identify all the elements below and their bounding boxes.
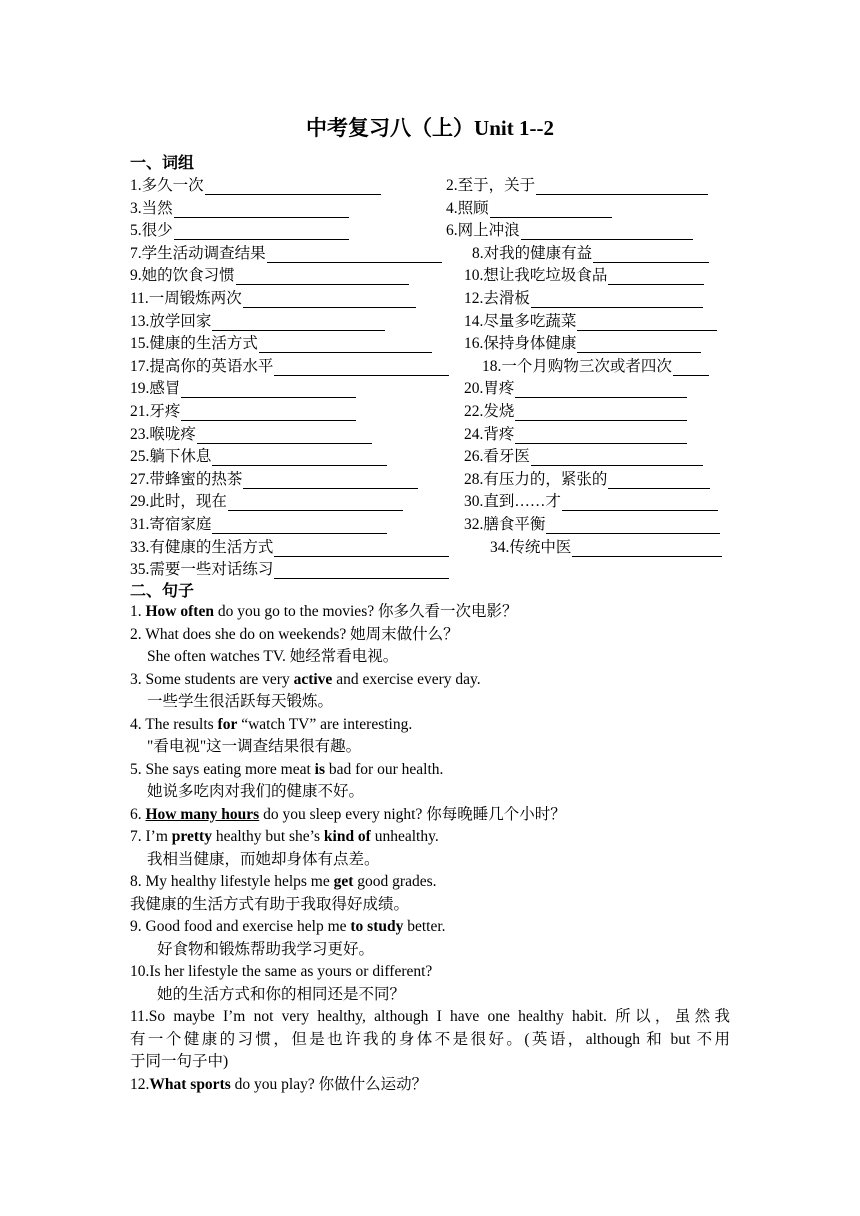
phrase-item [482,354,709,376]
phrase-item [130,331,432,353]
phrase-label: 27.带蜂蜜的热茶 [130,470,243,488]
answer-blank[interactable] [259,336,432,353]
sentence-5-translation: 她说多吃肉对我们的健康不好。 [147,783,365,800]
sentence-11-cont: 有一个健康的习惯，但是也许我的身体不是很好。(英语，although 和 but 不用 [130,1030,730,1048]
phrase-item [130,354,449,376]
keyword: What sports [149,1075,231,1093]
answer-blank[interactable] [531,291,703,308]
answer-blank[interactable] [577,336,701,353]
sentence-4-translation: "看电视"这一调查结果很有趣。 [147,738,362,755]
answer-blank[interactable] [274,540,449,557]
phrase-item [130,309,385,331]
keyword: kind of [323,828,371,845]
phrase-item [446,173,708,195]
phrase-item [130,535,449,557]
keyword: active [293,670,333,688]
answer-blank[interactable] [236,268,409,285]
phrase-label: 8.对我的健康有益 [472,244,593,262]
phrase-row [130,444,730,467]
keyword: How often [145,603,214,620]
answer-blank[interactable] [490,201,612,218]
phrase-label: 2.至于，关于 [446,177,536,194]
sentence-9: 9. Good food and exercise help me to study better. [130,918,446,935]
keyword: for [217,715,238,733]
phrase-item [130,399,356,421]
keyword: How many hours [145,805,260,823]
phrase-item [464,489,718,511]
phrase-item [464,286,703,308]
sentence-4: 4. The results for “watch TV” are interesting. [130,715,413,733]
answer-blank[interactable] [577,314,717,331]
phrase-row [130,512,730,535]
sentence-8: 8. My healthy lifestyle helps me get good grades. [130,873,437,890]
answer-blank[interactable] [562,494,718,511]
phrase-label: 3.当然 [130,199,173,217]
sentence-2: 2. What does she do on weekends? 她周末做什么？ [130,625,459,643]
answer-blank[interactable] [243,291,416,308]
phrase-label: 33.有健康的生活方式 [130,538,274,556]
phrase-item [464,263,704,285]
answer-blank[interactable] [608,268,704,285]
phrase-item [464,309,717,331]
sentence-11-end: 于同一句子中) [130,1053,229,1070]
phrase-label: 12.去滑板 [464,290,530,307]
answer-blank[interactable] [174,201,349,218]
phrase-label: 20.胃疼 [464,380,515,398]
phrase-item [130,173,381,195]
phrase-label: 23.喉咙疼 [130,425,196,443]
phrase-label: 14.尽量多吃蔬菜 [464,312,577,330]
phrase-item [464,399,687,421]
phrase-label: 18.一个月购物三次或者四次 [482,357,672,375]
keyword: is [314,760,326,778]
phrase-label: 16.保持身体健康 [464,335,577,353]
answer-blank[interactable] [174,223,349,240]
sentence-8-translation: 我健康的生活方式有助于我取得好成绩。 [130,895,410,913]
section-heading-sentences: 二、句子 [130,583,195,600]
phrase-label: 5.很少 [130,222,173,240]
answer-blank[interactable] [515,381,687,398]
sentence-12: 12.What sports do you play? 你做什么运动？ [130,1075,428,1093]
sentence-11: 11.So maybe I’m not very healthy, although I have one healthy habit. 所以，虽然我 [130,1008,730,1025]
phrase-row [130,489,730,512]
phrase-label: 30.直到……才 [464,493,561,511]
phrase-row [130,331,730,354]
sentence-10-translation: 她的生活方式和你的相同还是不同？ [157,985,406,1003]
phrase-item [464,422,687,444]
sentence-list [130,601,730,1096]
phrase-row [130,309,730,332]
sentence-5: 5. She says eating more meat is bad for our health. [130,760,444,778]
phrase-label: 11.一周锻炼两次 [130,290,242,307]
phrase-label: 24.背疼 [464,425,515,443]
phrase-row [130,399,730,422]
answer-blank[interactable] [572,540,722,557]
sentence-3: 3. Some students are very active and exercise every day. [130,670,481,688]
phrase-row [130,422,730,445]
section-heading-phrases: 一、词组 [130,155,195,172]
phrase-label: 32.膳食平衡 [464,516,546,533]
phrase-label: 31.寄宿家庭 [130,516,212,533]
phrase-label: 17.提高你的英语水平 [130,357,274,375]
phrase-item [130,241,442,263]
phrase-label: 28.有压力的，紧张的 [464,470,608,488]
phrase-item [464,331,701,353]
sentence-9-translation: 好食物和锻炼帮助我学习更好。 [157,940,375,958]
phrase-label: 15.健康的生活方式 [130,335,258,353]
sentence-10: 10.Is her lifestyle the same as yours or different? [130,963,433,980]
sentence-7: 7. I’m pretty healthy but she’s kind of unhealthy. [130,828,439,845]
phrase-item [464,444,703,466]
phrase-item [446,196,612,218]
sentence-2-answer: She often watches TV. 她经常看电视。 [147,648,399,665]
phrase-label: 9.她的饮食习惯 [130,267,235,285]
answer-blank[interactable] [536,178,708,195]
phrase-label: 7.学生活动调查结果 [130,244,266,262]
phrase-item [130,557,449,579]
phrase-item [130,376,356,398]
phrase-row [130,376,730,399]
answer-blank[interactable] [521,223,693,240]
phrase-label: 6.网上冲浪 [446,222,520,240]
phrase-row [130,263,730,286]
phrase-row [130,196,730,219]
keyword: get [333,873,354,890]
phrase-item [472,241,709,263]
answer-blank[interactable] [243,472,418,489]
answer-blank[interactable] [212,517,387,534]
phrase-label: 4.照顾 [446,199,489,217]
phrase-label: 25.躺下休息 [130,448,212,466]
phrase-row [130,535,730,558]
answer-blank[interactable] [274,562,449,579]
phrase-item [464,467,710,489]
answer-blank[interactable] [673,359,709,376]
phrase-item [130,218,349,240]
phrase-item [130,422,372,444]
answer-blank[interactable] [197,427,372,444]
phrase-label: 35.需要一些对话练习 [130,561,274,579]
phrase-item [130,444,387,466]
answer-blank[interactable] [228,494,403,511]
sentence-6: 6. How many hours do you sleep every night? 你每晚睡几个小时？ [130,805,566,823]
answer-blank[interactable] [608,472,710,489]
phrase-item [464,376,687,398]
answer-blank[interactable] [274,359,449,376]
phrase-label: 26.看牙医 [464,448,530,466]
keyword: to study [350,918,404,935]
phrase-label: 19.感冒 [130,380,181,398]
phrase-item [464,512,720,534]
answer-blank[interactable] [212,449,387,466]
answer-blank[interactable] [181,404,356,421]
phrase-label: 1.多久一次 [130,177,204,194]
answer-blank[interactable] [515,404,687,421]
keyword: pretty [171,828,212,845]
answer-blank[interactable] [546,517,720,534]
phrase-label: 13.放学回家 [130,312,212,330]
phrase-row [130,354,730,377]
phrase-label: 21.牙疼 [130,403,181,420]
answer-blank[interactable] [593,246,709,263]
sentence-1: 1. How often do you go to the movies? 你多久看一次电影？ [130,603,518,620]
answer-blank[interactable] [212,314,385,331]
answer-blank[interactable] [515,427,687,444]
phrase-item [130,467,418,489]
phrase-row [130,467,730,490]
phrase-row [130,241,730,264]
answer-blank[interactable] [267,246,442,263]
answer-blank[interactable] [181,381,356,398]
phrase-label: 29.此时，现在 [130,493,227,511]
phrase-label: 10.想让我吃垃圾食品 [464,267,608,285]
phrase-item [130,512,387,534]
phrase-row [130,286,730,309]
phrase-item [130,489,403,511]
sentence-3-translation: 一些学生很活跃每天锻炼。 [147,693,334,710]
sentence-7-translation: 我相当健康，而她却身体有点差。 [147,850,380,868]
phrase-item [446,218,693,240]
phrase-item [130,286,416,308]
page-title: 中考复习八（上）Unit 1--2 [306,116,554,140]
phrase-item [130,196,349,218]
answer-blank[interactable] [205,178,381,195]
phrase-label: 34.传统中医 [490,538,572,556]
phrase-row [130,218,730,241]
phrase-label: 22.发烧 [464,403,515,420]
phrase-item [490,535,722,557]
answer-blank[interactable] [531,449,703,466]
phrase-row [130,557,730,580]
phrase-row [130,173,730,196]
phrase-item [130,263,409,285]
